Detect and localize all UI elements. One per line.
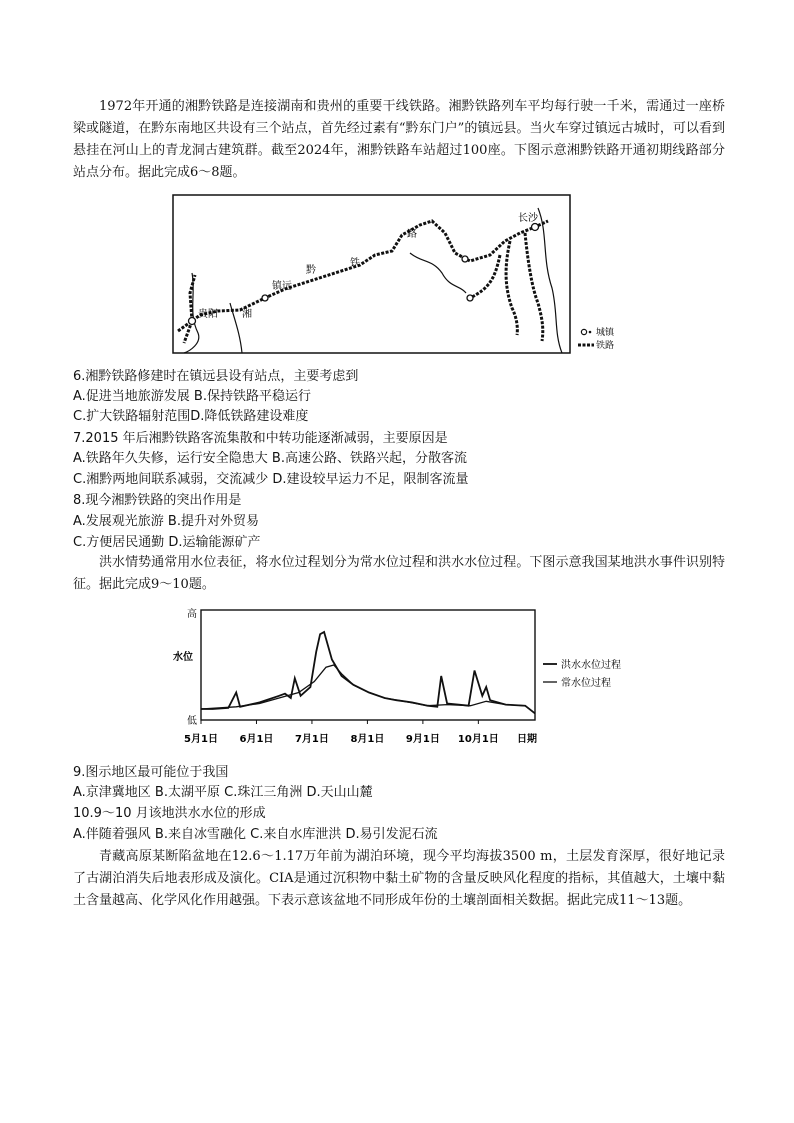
- legend-town-icon: [581, 329, 586, 334]
- label-tie: 铁: [350, 258, 360, 269]
- label-guiyang: 贵阳: [198, 309, 218, 320]
- q7-stem: 7.2015 年后湘黔铁路客流集散和中转功能逐渐减弱，主要原因是: [73, 431, 448, 446]
- q9-stem: 9.图示地区最可能位于我国: [73, 765, 229, 780]
- legend-railway-label: 铁路: [596, 341, 615, 351]
- legend-town-label: 城镇: [596, 328, 615, 338]
- q6-stem: 6.湘黔铁路修建时在镇远县设有站点，主要考虑到: [73, 369, 359, 384]
- q7-options-1: A.铁路年久失修，运行安全隐患大 B.高速公路、铁路兴起，分散客流: [73, 451, 467, 466]
- y-tick-low: 低: [187, 716, 197, 727]
- q8-options-1: A.发展观光旅游 B.提升对外贸易: [73, 514, 259, 529]
- q6-options-2: C.扩大铁路辐射范围D.降低铁路建设难度: [73, 409, 309, 424]
- railway-map: [170, 193, 630, 358]
- q9-options-1: A.京津冀地区 B.太湖平原 C.珠江三角洲 D.天山山麓: [73, 785, 373, 800]
- label-zhenyuan: 镇远: [272, 281, 292, 292]
- passage-basin: 青藏高原某断陷盆地在12.6～1.17万年前为湖泊环境，现今平均海拔3500 m，土层发育深厚，很好地记录了古湖泊消失后地表形成及演化。CIA是通过沉积物中黏土矿物的含量反映风化程度的指标，其值越大，土壤中黏土含量越高、化学风化作用越强。下表示意该盆地不同形成年份的土壤剖面相关数据。据此完成11～13题。: [73, 849, 725, 908]
- legend-flood-label: 洪水水位过程: [561, 660, 621, 671]
- y-axis-label: 水位: [173, 652, 193, 663]
- legend-normal-label: 常水位过程: [561, 678, 611, 689]
- x-axis-label: 日期: [517, 734, 537, 745]
- q7-options-2: C.湘黔两地间联系减弱，交流减少 D.建设较早运力不足，限制客流量: [73, 472, 469, 487]
- x-tick-label: 7月1日: [294, 734, 329, 745]
- passage-flood: 洪水情势通常用水位表征，将水位过程划分为常水位过程和洪水水位过程。下图示意我国某地洪水事件识别特征。据此完成9～10题。: [73, 555, 725, 592]
- flood-chart: [155, 600, 655, 750]
- x-tick-label: 6月1日: [239, 734, 274, 745]
- label-xiang: 湘: [242, 309, 252, 320]
- q10-stem: 10.9～10 月该地洪水水位的形成: [73, 806, 266, 821]
- y-tick-high: 高: [187, 609, 197, 620]
- q10-options-1: A.伴随着强风 B.来自冰雪融化 C.来自水库泄洪 D.易引发泥石流: [73, 827, 438, 842]
- q8-options-2: C.方便居民通勤 D.运输能源矿产: [73, 535, 261, 550]
- x-tick-label: 10月1日: [457, 734, 499, 745]
- x-tick-label: 8月1日: [350, 734, 385, 745]
- passage-railway: 1972年开通的湘黔铁路是连接湖南和贵州的重要干线铁路。湘黔铁路列车平均每行驶一千米，需通过一座桥梁或隧道，在黔东南地区共设有三个站点，首先经过素有“黔东门户”的镇远县。当火车穿过镇远古城时，可以看到悬挂在河山上的青龙洞古建筑群。截至2024年，湘黔铁路车站超过100座。下图示意湘黔铁路开通初期线路部分站点分布。据此完成6～8题。: [73, 99, 725, 180]
- q6-options-1: A.促进当地旅游发展 B.保持铁路平稳运行: [73, 389, 311, 404]
- label-lu: 路: [407, 229, 417, 240]
- label-changsha: 长沙: [518, 213, 538, 224]
- x-tick-label: 5月1日: [184, 734, 218, 745]
- label-qian: 黔: [306, 265, 316, 276]
- q8-stem: 8.现今湘黔铁路的突出作用是: [73, 493, 242, 508]
- x-tick-label: 9月1日: [405, 734, 440, 745]
